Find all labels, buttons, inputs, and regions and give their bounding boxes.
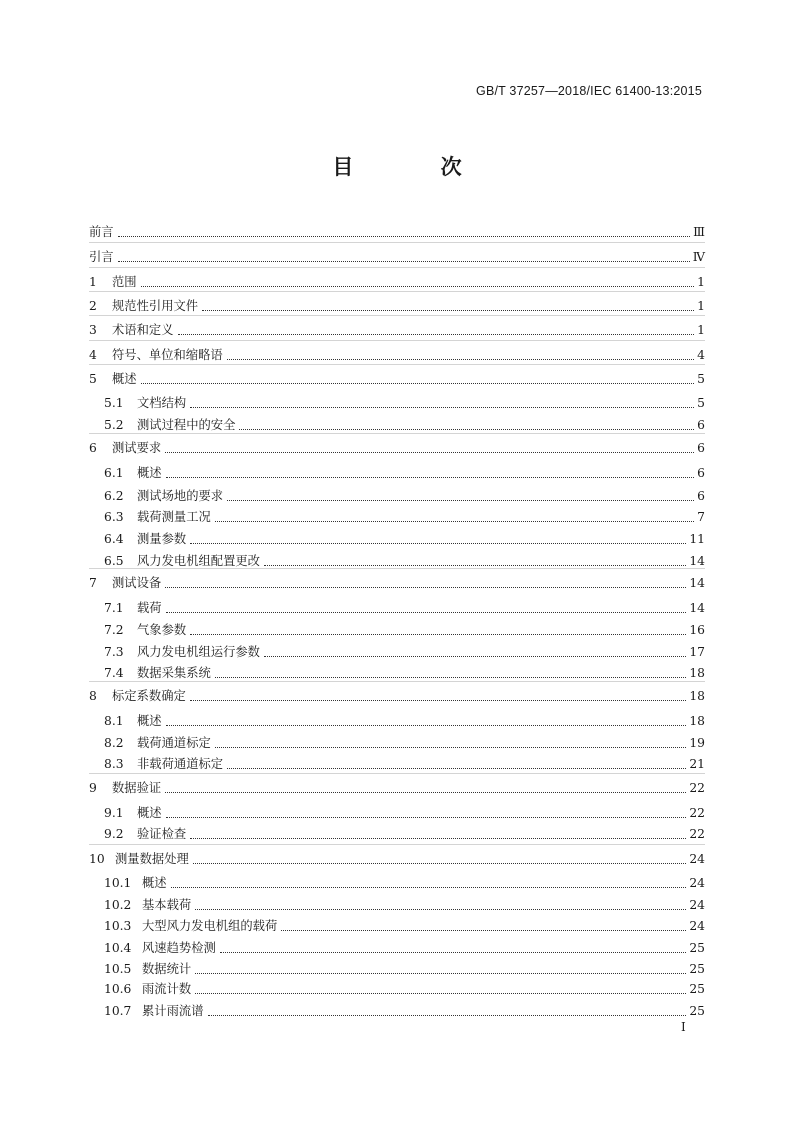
toc-entry-title: 测试要求: [112, 441, 162, 455]
toc-entry-page: 14: [689, 554, 705, 568]
toc-entry-number: 10.5: [104, 962, 132, 976]
toc-entry-number: 8: [89, 689, 97, 703]
toc-entry-page: 21: [689, 757, 705, 771]
dot-leader: [190, 406, 694, 408]
toc-subentry[interactable]: [104, 821, 705, 842]
toc-entry-title: 风速趋势检测: [142, 941, 216, 955]
row-separator: [89, 844, 705, 845]
row-separator: [89, 681, 705, 682]
toc-entry-number: 8.3: [104, 757, 124, 771]
standard-code: GB/T 37257—2018/IEC 61400-13:2015: [476, 84, 702, 98]
toc-subentry[interactable]: [104, 526, 705, 547]
standard-code-header: [476, 84, 702, 98]
toc-subentry[interactable]: [104, 460, 705, 481]
toc-entry-number: 3: [89, 323, 97, 337]
toc-entry-title: 测试设备: [112, 576, 162, 590]
toc-entry-title: 概述: [137, 466, 162, 480]
row-separator: [89, 568, 705, 569]
toc-entry-page: Ⅳ: [692, 250, 705, 264]
dot-leader: [165, 586, 686, 588]
toc-entry-number: 5: [89, 372, 97, 386]
toc-entry-title: 累计雨流谱: [142, 1004, 204, 1018]
toc-entry-page: 25: [689, 1004, 705, 1018]
toc-entry-number: 6.2: [104, 489, 124, 503]
dot-leader: [118, 260, 690, 262]
dot-leader: [264, 655, 686, 657]
dot-leader: [178, 333, 695, 335]
toc-entry-title: 测试过程中的安全: [137, 418, 236, 432]
toc-subentry[interactable]: [104, 956, 705, 977]
toc-entry-number: 5.1: [104, 396, 124, 410]
toc-entry[interactable]: [89, 269, 705, 290]
dot-leader: [239, 428, 694, 430]
toc-entry-title: 引言: [89, 250, 114, 264]
toc-entry[interactable]: [89, 219, 705, 240]
toc-entry-number: 9: [89, 781, 97, 795]
toc-entry-page: 1: [697, 299, 705, 313]
toc-entry-number: 10.3: [104, 919, 132, 933]
toc-entry-page: 5: [697, 372, 705, 386]
toc-entry[interactable]: [89, 293, 705, 314]
toc-entry-page: 24: [689, 898, 705, 912]
toc-entry-number: 8.1: [104, 714, 124, 728]
toc-entry-page: 18: [689, 666, 705, 680]
toc-entry-number: 10.6: [104, 982, 132, 996]
page-title: 目 次: [332, 155, 502, 179]
page-number: I: [681, 1020, 686, 1034]
toc-entry-number: 6.5: [104, 554, 124, 568]
dot-leader: [190, 837, 686, 839]
toc-entry-title: 概述: [137, 806, 162, 820]
toc-entry-title: 验证检查: [137, 827, 187, 841]
toc-entry-number: 9.2: [104, 827, 124, 841]
toc-entry[interactable]: [89, 775, 705, 796]
toc-entry-number: 7.4: [104, 666, 124, 680]
toc-entry-number: 8.2: [104, 736, 124, 750]
toc-entry-title: 测试场地的要求: [137, 489, 224, 503]
toc-entry-page: 4: [697, 348, 705, 362]
toc-entry-page: 22: [689, 827, 705, 841]
toc-entry-page: 24: [689, 919, 705, 933]
toc-subentry[interactable]: [104, 595, 705, 616]
dot-leader: [264, 564, 686, 566]
toc-entry[interactable]: [89, 846, 705, 867]
row-separator: [89, 315, 705, 316]
toc-subentry[interactable]: [104, 730, 705, 751]
dot-leader: [227, 358, 694, 360]
dot-leader: [227, 767, 686, 769]
toc-entry-number: 5.2: [104, 418, 124, 432]
dot-leader: [190, 633, 686, 635]
toc-entry-title: 风力发电机组配置更改: [137, 554, 260, 568]
toc-entry-number: 7: [89, 576, 97, 590]
dot-leader: [195, 908, 686, 910]
toc-entry[interactable]: [89, 317, 705, 338]
toc-entry-title: 符号、单位和缩略语: [112, 348, 223, 362]
toc-entry-number: 6.1: [104, 466, 124, 480]
dot-leader: [165, 451, 694, 453]
dot-leader: [141, 285, 695, 287]
toc-entry-page: 25: [689, 941, 705, 955]
row-separator: [89, 433, 705, 434]
toc-entry-title: 测量数据处理: [115, 852, 189, 866]
toc-entry[interactable]: [89, 366, 705, 387]
toc-entry-title: 前言: [89, 225, 114, 239]
dot-leader: [190, 542, 686, 544]
toc-entry-title: 载荷通道标定: [137, 736, 211, 750]
toc-entry-number: 7.3: [104, 645, 124, 659]
dot-leader: [215, 520, 694, 522]
toc-subentry[interactable]: [104, 504, 705, 525]
row-separator: [89, 291, 705, 292]
dot-leader: [227, 499, 694, 501]
dot-leader: [215, 676, 687, 678]
dot-leader: [166, 476, 695, 478]
toc-entry-page: 6: [697, 466, 705, 480]
toc-entry-page: 25: [689, 962, 705, 976]
toc-entry-title: 概述: [112, 372, 137, 386]
toc-entry-number: 2: [89, 299, 97, 313]
toc-subentry[interactable]: [104, 913, 705, 934]
toc-subentry[interactable]: [104, 800, 705, 821]
toc-entry-title: 数据统计: [142, 962, 192, 976]
toc-entry[interactable]: [89, 683, 705, 704]
toc-subentry[interactable]: [104, 708, 705, 729]
toc-subentry[interactable]: [104, 892, 705, 913]
toc-entry-page: 19: [689, 736, 705, 750]
row-separator: [89, 340, 705, 341]
dot-leader: [195, 992, 686, 994]
toc-subentry[interactable]: [104, 976, 705, 997]
toc-entry-title: 规范性引用文件: [112, 299, 199, 313]
toc-entry[interactable]: [89, 435, 705, 456]
toc-entry-number: 10: [89, 852, 105, 866]
toc-entry-number: 10.7: [104, 1004, 132, 1018]
toc-entry-title: 数据验证: [112, 781, 162, 795]
toc-entry-page: 25: [689, 982, 705, 996]
toc-entry-number: 7.1: [104, 601, 124, 615]
toc-entry-page: 22: [689, 806, 705, 820]
dot-leader: [281, 929, 686, 931]
toc-entry-title: 载荷: [137, 601, 162, 615]
toc-entry-page: 24: [689, 876, 705, 890]
toc-entry-page: 7: [697, 510, 705, 524]
toc-subentry[interactable]: [104, 751, 705, 772]
toc-entry-title: 文档结构: [137, 396, 187, 410]
dot-leader: [195, 972, 686, 974]
dot-leader: [141, 382, 695, 384]
dot-leader: [166, 816, 687, 818]
toc-subentry[interactable]: [104, 935, 705, 956]
dot-leader: [202, 309, 694, 311]
dot-leader: [171, 886, 687, 888]
toc-entry-title: 气象参数: [137, 623, 187, 637]
toc-entry-number: 10.4: [104, 941, 132, 955]
toc-subentry[interactable]: [104, 412, 705, 433]
row-separator: [89, 773, 705, 774]
toc-entry-title: 概述: [137, 714, 162, 728]
dot-leader: [166, 611, 687, 613]
row-separator: [89, 267, 705, 268]
toc-entry[interactable]: [89, 244, 705, 265]
toc-entry-number: 6.4: [104, 532, 124, 546]
toc-entry-title: 基本载荷: [142, 898, 192, 912]
toc-entry-title: 标定系数确定: [112, 689, 186, 703]
toc-entry-page: Ⅲ: [693, 225, 705, 239]
toc-entry-title: 雨流计数: [142, 982, 192, 996]
toc-subentry[interactable]: [104, 390, 705, 411]
dot-leader: [215, 746, 687, 748]
toc-entry-page: 14: [689, 601, 705, 615]
dot-leader: [190, 699, 687, 701]
toc-subentry[interactable]: [104, 548, 705, 569]
dot-leader: [165, 791, 686, 793]
dot-leader: [166, 724, 687, 726]
toc-entry-page: 5: [697, 396, 705, 410]
toc-entry-number: 6.3: [104, 510, 124, 524]
toc-entry-title: 载荷测量工况: [137, 510, 211, 524]
toc-entry-page: 17: [689, 645, 705, 659]
toc-entry-page: 6: [697, 418, 705, 432]
toc-entry-number: 1: [89, 275, 97, 289]
toc-subentry[interactable]: [104, 617, 705, 638]
toc-entry-number: 9.1: [104, 806, 124, 820]
toc-entry[interactable]: [89, 342, 705, 363]
toc-entry-title: 概述: [142, 876, 167, 890]
dot-leader: [220, 951, 687, 953]
toc-subentry[interactable]: [104, 870, 705, 891]
toc-entry-page: 18: [689, 714, 705, 728]
dot-leader: [193, 862, 687, 864]
toc-entry[interactable]: [89, 570, 705, 591]
toc-subentry[interactable]: [104, 483, 705, 504]
toc-subentry[interactable]: [104, 639, 705, 660]
toc-entry-number: 7.2: [104, 623, 124, 637]
toc-entry-title: 测量参数: [137, 532, 187, 546]
toc-entry-title: 非载荷通道标定: [137, 757, 224, 771]
toc-entry-page: 14: [689, 576, 705, 590]
toc-entry-page: 16: [689, 623, 705, 637]
toc-entry-title: 范围: [112, 275, 137, 289]
toc-entry-page: 11: [689, 532, 705, 546]
toc-subentry[interactable]: [104, 660, 705, 681]
toc-entry-page: 24: [689, 852, 705, 866]
toc-entry-number: 10.2: [104, 898, 132, 912]
toc-entry-number: 6: [89, 441, 97, 455]
toc-entry-page: 6: [697, 489, 705, 503]
toc-entry-title: 大型风力发电机组的载荷: [142, 919, 278, 933]
toc-entry-page: 1: [697, 275, 705, 289]
toc-subentry[interactable]: [104, 998, 705, 1019]
toc-entry-page: 1: [697, 323, 705, 337]
toc-entry-page: 6: [697, 441, 705, 455]
toc-entry-title: 风力发电机组运行参数: [137, 645, 260, 659]
row-separator: [89, 364, 705, 365]
toc-entry-page: 18: [689, 689, 705, 703]
dot-leader: [208, 1014, 687, 1016]
row-separator: [89, 242, 705, 243]
toc-entry-number: 10.1: [104, 876, 132, 890]
toc-entry-page: 22: [689, 781, 705, 795]
toc-entry-title: 术语和定义: [112, 323, 174, 337]
toc-entry-title: 数据采集系统: [137, 666, 211, 680]
toc-entry-number: 4: [89, 348, 97, 362]
dot-leader: [118, 235, 691, 237]
